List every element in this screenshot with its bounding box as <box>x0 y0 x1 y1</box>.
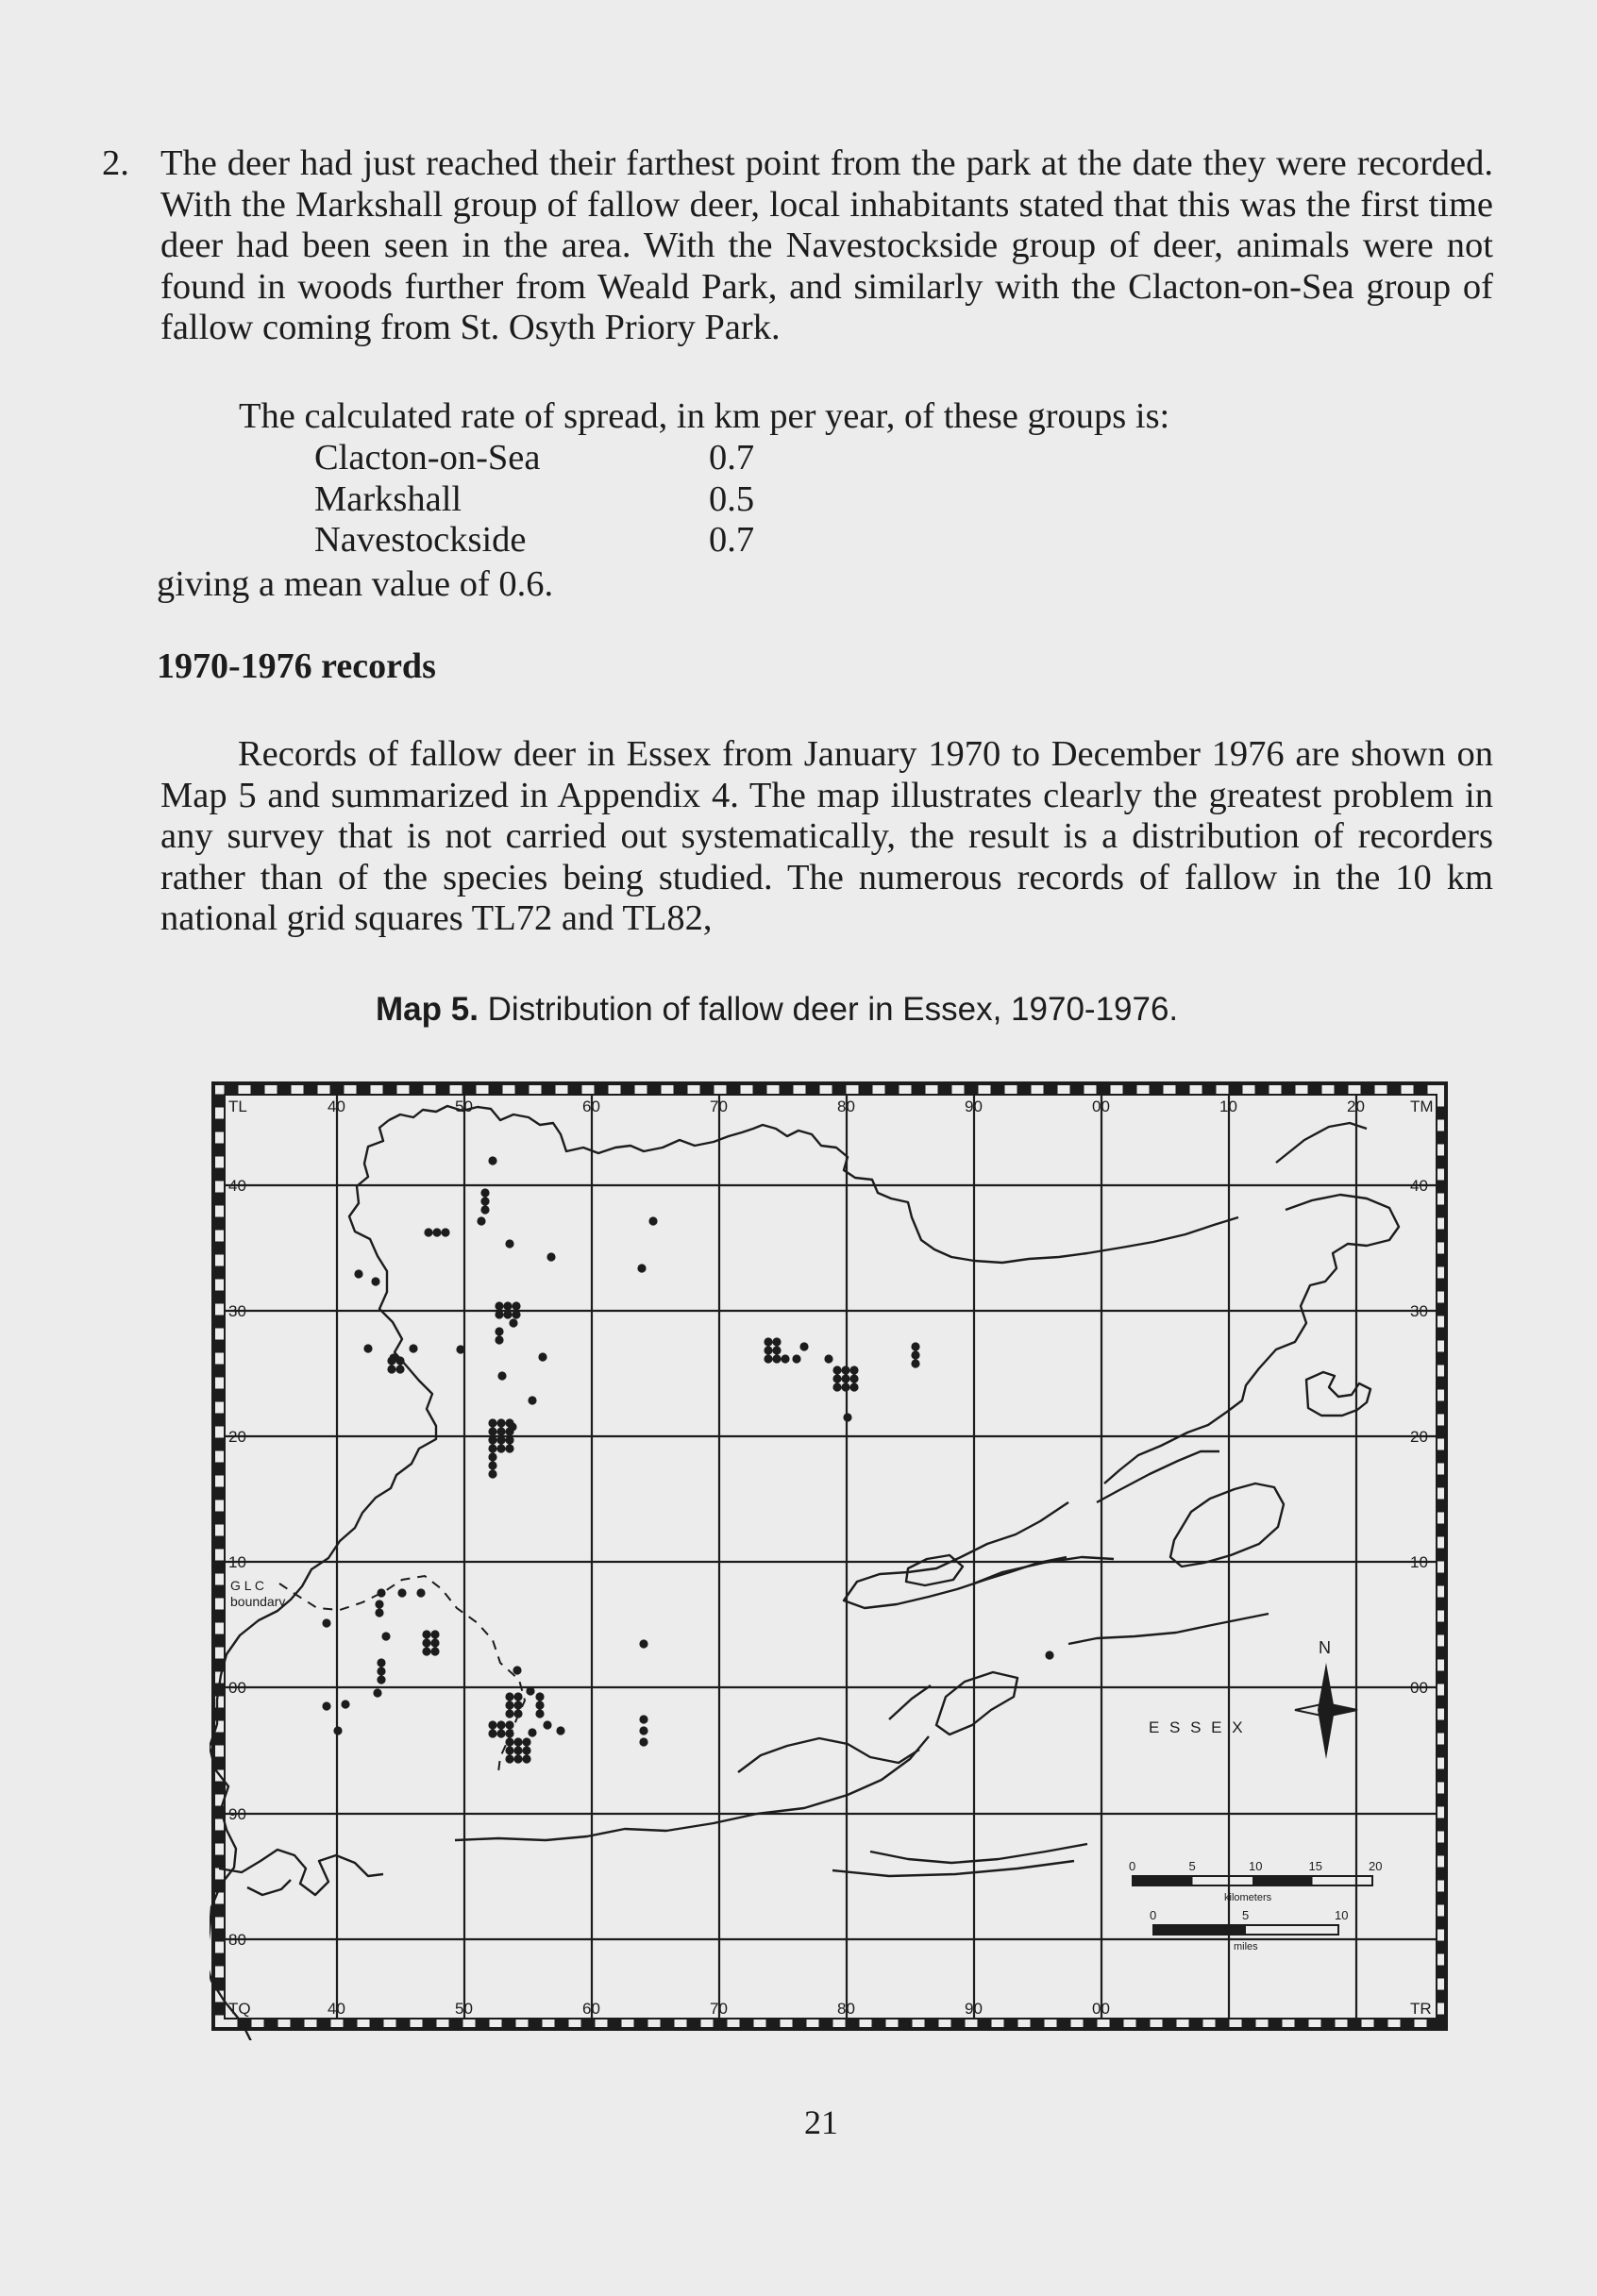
deer-record-dot <box>505 1737 513 1746</box>
grid-label-top: 00 <box>1092 1098 1110 1115</box>
deer-record-dot <box>488 1435 496 1444</box>
deer-record-dot <box>363 1344 372 1352</box>
deer-record-dot <box>377 1588 385 1597</box>
grid-label-bottom: 90 <box>965 2000 983 2018</box>
deer-record-dot <box>849 1383 858 1391</box>
rate-value: 0.7 <box>709 520 755 560</box>
deer-record-dot <box>639 1737 647 1746</box>
deer-record-dot <box>477 1216 485 1225</box>
deer-record-dot <box>522 1746 530 1754</box>
deer-record-dot <box>488 1444 496 1452</box>
deer-record-dot <box>480 1188 489 1197</box>
deer-record-dot <box>639 1715 647 1723</box>
deer-record-dot <box>841 1366 849 1374</box>
grid-label-top: 70 <box>710 1098 728 1115</box>
deer-record-dot <box>496 1444 505 1452</box>
grid-label-left: 40 <box>228 1177 246 1195</box>
deer-record-dot <box>528 1396 536 1404</box>
paragraph-2: The calculated rate of spread, in km per year, of these groups is: <box>239 396 1170 436</box>
deer-record-dot <box>509 1318 517 1327</box>
rate-row <box>314 438 754 479</box>
grid-label-left: 00 <box>228 1679 246 1697</box>
grid-label-bottom: 40 <box>328 2000 345 2018</box>
grid-label-left: 10 <box>228 1553 246 1571</box>
rates-list <box>314 438 754 561</box>
deer-record-dot <box>538 1352 546 1361</box>
essex-outline <box>210 1106 1399 2040</box>
deer-record-dot <box>648 1216 657 1225</box>
deer-record-dot <box>430 1647 439 1655</box>
grid-label-top: 90 <box>965 1098 983 1115</box>
deer-record-dot <box>375 1608 383 1617</box>
grid-label-left: 90 <box>228 1805 246 1823</box>
deer-record-dot <box>503 1301 512 1310</box>
grid-label-right: 40 <box>1410 1177 1428 1195</box>
deer-record-dot <box>387 1365 395 1373</box>
deer-record-dot <box>480 1205 489 1214</box>
deer-record-dot <box>911 1359 919 1367</box>
deer-record-dot <box>422 1638 430 1647</box>
deer-record-dot <box>535 1692 544 1701</box>
deer-records <box>322 1156 1053 1763</box>
deer-record-dot <box>849 1374 858 1383</box>
corner-label-tm: TM <box>1410 1098 1434 1115</box>
deer-record-dot <box>488 1720 496 1729</box>
paragraph-1 <box>102 143 1493 349</box>
deer-record-dot <box>535 1709 544 1718</box>
deer-record-dot <box>488 1427 496 1435</box>
scale-km-label: kilometers <box>1224 1892 1272 1903</box>
deer-record-dot <box>409 1344 417 1352</box>
grid-label-right: 00 <box>1410 1679 1428 1697</box>
rate-place: Clacton-on-Sea <box>314 438 541 478</box>
deer-record-dot <box>505 1746 513 1754</box>
deer-record-dot <box>377 1667 385 1675</box>
glc-label-1: G L C <box>230 1578 265 1593</box>
grid-label-bottom: 80 <box>837 2000 855 2018</box>
deer-record-dot <box>772 1354 781 1363</box>
deer-record-dot <box>416 1588 425 1597</box>
scale-mile-tick: 10 <box>1335 1908 1349 1922</box>
deer-record-dot <box>764 1337 772 1346</box>
deer-record-dot <box>505 1239 513 1248</box>
deer-record-dot <box>528 1728 536 1736</box>
deer-record-dot <box>505 1701 513 1709</box>
rate-value: 0.5 <box>709 478 755 519</box>
deer-record-dot <box>513 1709 522 1718</box>
rate-row <box>314 479 754 521</box>
deer-record-dot <box>911 1342 919 1350</box>
deer-record-dot <box>497 1371 506 1380</box>
grid-label-top: 80 <box>837 1098 855 1115</box>
deer-record-dot <box>496 1427 505 1435</box>
grid-label-top: 60 <box>582 1098 600 1115</box>
deer-record-dot <box>333 1726 342 1735</box>
deer-record-dot <box>496 1729 505 1737</box>
deer-record-dot <box>422 1630 430 1638</box>
county-label: E S S E X <box>1149 1718 1246 1736</box>
deer-record-dot <box>764 1354 772 1363</box>
north-arrow-icon <box>1295 1638 1357 1759</box>
grid-label-bottom: 00 <box>1092 2000 1110 2018</box>
grid-label-right: 30 <box>1410 1302 1428 1320</box>
deer-record-dot <box>381 1632 390 1640</box>
list-number: 2. <box>102 143 129 183</box>
grid-label-top: 10 <box>1219 1098 1237 1115</box>
grid-label-top: 40 <box>328 1098 345 1115</box>
map-frame <box>213 1083 1446 2029</box>
scale-km-tick: 0 <box>1129 1859 1136 1873</box>
deer-record-dot <box>488 1469 496 1478</box>
deer-record-dot <box>522 1737 530 1746</box>
deer-record-dot <box>488 1452 496 1461</box>
deer-record-dot <box>526 1686 534 1695</box>
deer-record-dot <box>488 1729 496 1737</box>
deer-record-dot <box>395 1365 404 1373</box>
deer-record-dot <box>496 1435 505 1444</box>
deer-record-dot <box>422 1647 430 1655</box>
grid-label-right: 10 <box>1410 1553 1428 1571</box>
deer-record-dot <box>505 1418 513 1427</box>
deer-record-dot <box>496 1720 505 1729</box>
map-caption-text: Distribution of fallow deer in Essex, 1970-1976. <box>478 991 1179 1028</box>
deer-record-dot <box>375 1600 383 1608</box>
deer-record-dot <box>513 1666 521 1674</box>
rate-row <box>314 520 754 561</box>
deer-record-dot <box>488 1461 496 1469</box>
deer-record-dot <box>781 1354 789 1363</box>
scale-km-tick: 15 <box>1308 1859 1322 1873</box>
glc-label-2: boundary <box>230 1594 286 1609</box>
paragraph-3-text: Records of fallow deer in Essex from January 1970 to December 1976 are shown on Map 5 and summarized in Appendix 4. The map illustrates clearly the greatest problem in any survey that is not carried out systematically, the result is a distribution of recorders rather than of the species being studied. The numerous records of fallow in the 10 km national grid squares TL72 and TL82, <box>160 734 1493 938</box>
deer-record-dot <box>513 1701 522 1709</box>
map-border-checker <box>213 1083 1446 2029</box>
deer-record-dot <box>495 1327 503 1335</box>
deer-record-dot <box>505 1692 513 1701</box>
map-caption <box>376 991 1178 1029</box>
grid-label-bottom: 70 <box>710 2000 728 2018</box>
grid-label-right: 20 <box>1410 1428 1428 1446</box>
deer-record-dot <box>513 1737 522 1746</box>
deer-record-dot <box>495 1335 503 1344</box>
grid-label-left: 30 <box>228 1302 246 1320</box>
scale-mile-tick: 0 <box>1150 1908 1157 1922</box>
deer-record-dot <box>841 1383 849 1391</box>
deer-record-dot <box>496 1418 505 1427</box>
deer-record-dot <box>505 1435 513 1444</box>
deer-record-dot <box>824 1354 832 1363</box>
distribution-map <box>210 1059 1455 2040</box>
deer-record-dot <box>480 1197 489 1205</box>
deer-record-dot <box>488 1156 496 1165</box>
deer-record-dot <box>637 1264 646 1272</box>
corner-label-tr: TR <box>1410 2000 1432 2018</box>
deer-record-dot <box>495 1301 503 1310</box>
grid-label-bottom: 60 <box>582 2000 600 2018</box>
deer-record-dot <box>505 1709 513 1718</box>
deer-record-dot <box>505 1720 513 1729</box>
paragraph-3 <box>160 734 1493 940</box>
deer-record-dot <box>556 1726 564 1735</box>
scale-mile-tick: 5 <box>1242 1908 1250 1922</box>
deer-record-dot <box>832 1374 841 1383</box>
deer-record-dot <box>424 1228 432 1236</box>
deer-record-dot <box>832 1366 841 1374</box>
deer-record-dot <box>377 1658 385 1667</box>
deer-record-dot <box>377 1675 385 1684</box>
rate-value: 0.7 <box>709 438 755 478</box>
corner-label-tq: TQ <box>228 2000 251 2018</box>
deer-record-dot <box>843 1413 851 1421</box>
section-heading: 1970-1976 records <box>157 646 436 686</box>
deer-record-dot <box>849 1366 858 1374</box>
map-caption-label: Map 5. <box>376 991 479 1028</box>
deer-record-dot <box>495 1310 503 1318</box>
grid-label-top: 50 <box>455 1098 473 1115</box>
deer-record-dot <box>1045 1651 1053 1659</box>
deer-record-dot <box>505 1754 513 1763</box>
corner-label-tl: TL <box>228 1098 247 1115</box>
rate-place: Navestockside <box>314 520 527 560</box>
deer-record-dot <box>764 1346 772 1354</box>
scale-km-tick: 5 <box>1188 1859 1196 1873</box>
deer-record-dot <box>512 1310 520 1318</box>
page-number: 21 <box>804 2103 838 2141</box>
scale-km-tick: 10 <box>1249 1859 1263 1873</box>
deer-record-dot <box>322 1618 330 1627</box>
grid-label-bottom: 50 <box>455 2000 473 2018</box>
deer-record-dot <box>832 1383 841 1391</box>
deer-record-dot <box>543 1720 551 1729</box>
deer-record-dot <box>513 1692 522 1701</box>
north-label: N <box>1319 1638 1331 1657</box>
deer-record-dot <box>503 1310 512 1318</box>
scale-km-tick: 20 <box>1369 1859 1383 1873</box>
deer-record-dot <box>841 1374 849 1383</box>
deer-record-dot <box>488 1418 496 1427</box>
deer-record-dot <box>441 1228 449 1236</box>
deer-record-dot <box>389 1353 397 1362</box>
grid-label-left: 80 <box>228 1931 246 1949</box>
deer-record-dot <box>639 1726 647 1735</box>
deer-record-dot <box>354 1269 362 1278</box>
deer-record-dot <box>505 1444 513 1452</box>
deer-record-dot <box>430 1638 439 1647</box>
deer-record-dot <box>322 1701 330 1710</box>
glc-boundary-line <box>279 1576 525 1772</box>
deer-record-dot <box>432 1228 441 1236</box>
mean-value-text: giving a mean value of 0.6. <box>157 564 554 604</box>
deer-record-dot <box>341 1700 349 1708</box>
grid-label-top: 20 <box>1347 1098 1365 1115</box>
deer-record-dot <box>397 1588 406 1597</box>
paragraph-1-text: The deer had just reached their farthest point from the park at the date they were recorded. With the Markshall group of fallow deer, local inhabitants stated that this was the first time deer had been seen in the area. With the Navestockside group of deer, animals were not found in woods further from Weald Park, and similarly with the Clacton-on-Sea group of fallow coming from St. Osyth Priory Park. <box>160 143 1493 347</box>
scale-mile-label: miles <box>1234 1941 1258 1952</box>
deer-record-dot <box>535 1701 544 1709</box>
deer-record-dot <box>373 1688 381 1697</box>
deer-record-dot <box>772 1337 781 1346</box>
deer-record-dot <box>911 1350 919 1359</box>
deer-record-dot <box>456 1345 464 1353</box>
deer-record-dot <box>799 1342 808 1350</box>
deer-record-dot <box>522 1754 530 1763</box>
deer-record-dot <box>371 1277 379 1285</box>
grid-label-left: 20 <box>228 1428 246 1446</box>
deer-record-dot <box>792 1354 800 1363</box>
deer-record-dot <box>772 1346 781 1354</box>
rate-place: Markshall <box>314 478 462 519</box>
deer-record-dot <box>546 1252 555 1261</box>
deer-record-dot <box>430 1630 439 1638</box>
deer-record-dot <box>513 1746 522 1754</box>
deer-record-dot <box>639 1639 647 1648</box>
deer-record-dot <box>505 1729 513 1737</box>
deer-record-dot <box>505 1427 513 1435</box>
deer-record-dot <box>513 1754 522 1763</box>
deer-record-dot <box>512 1301 520 1310</box>
